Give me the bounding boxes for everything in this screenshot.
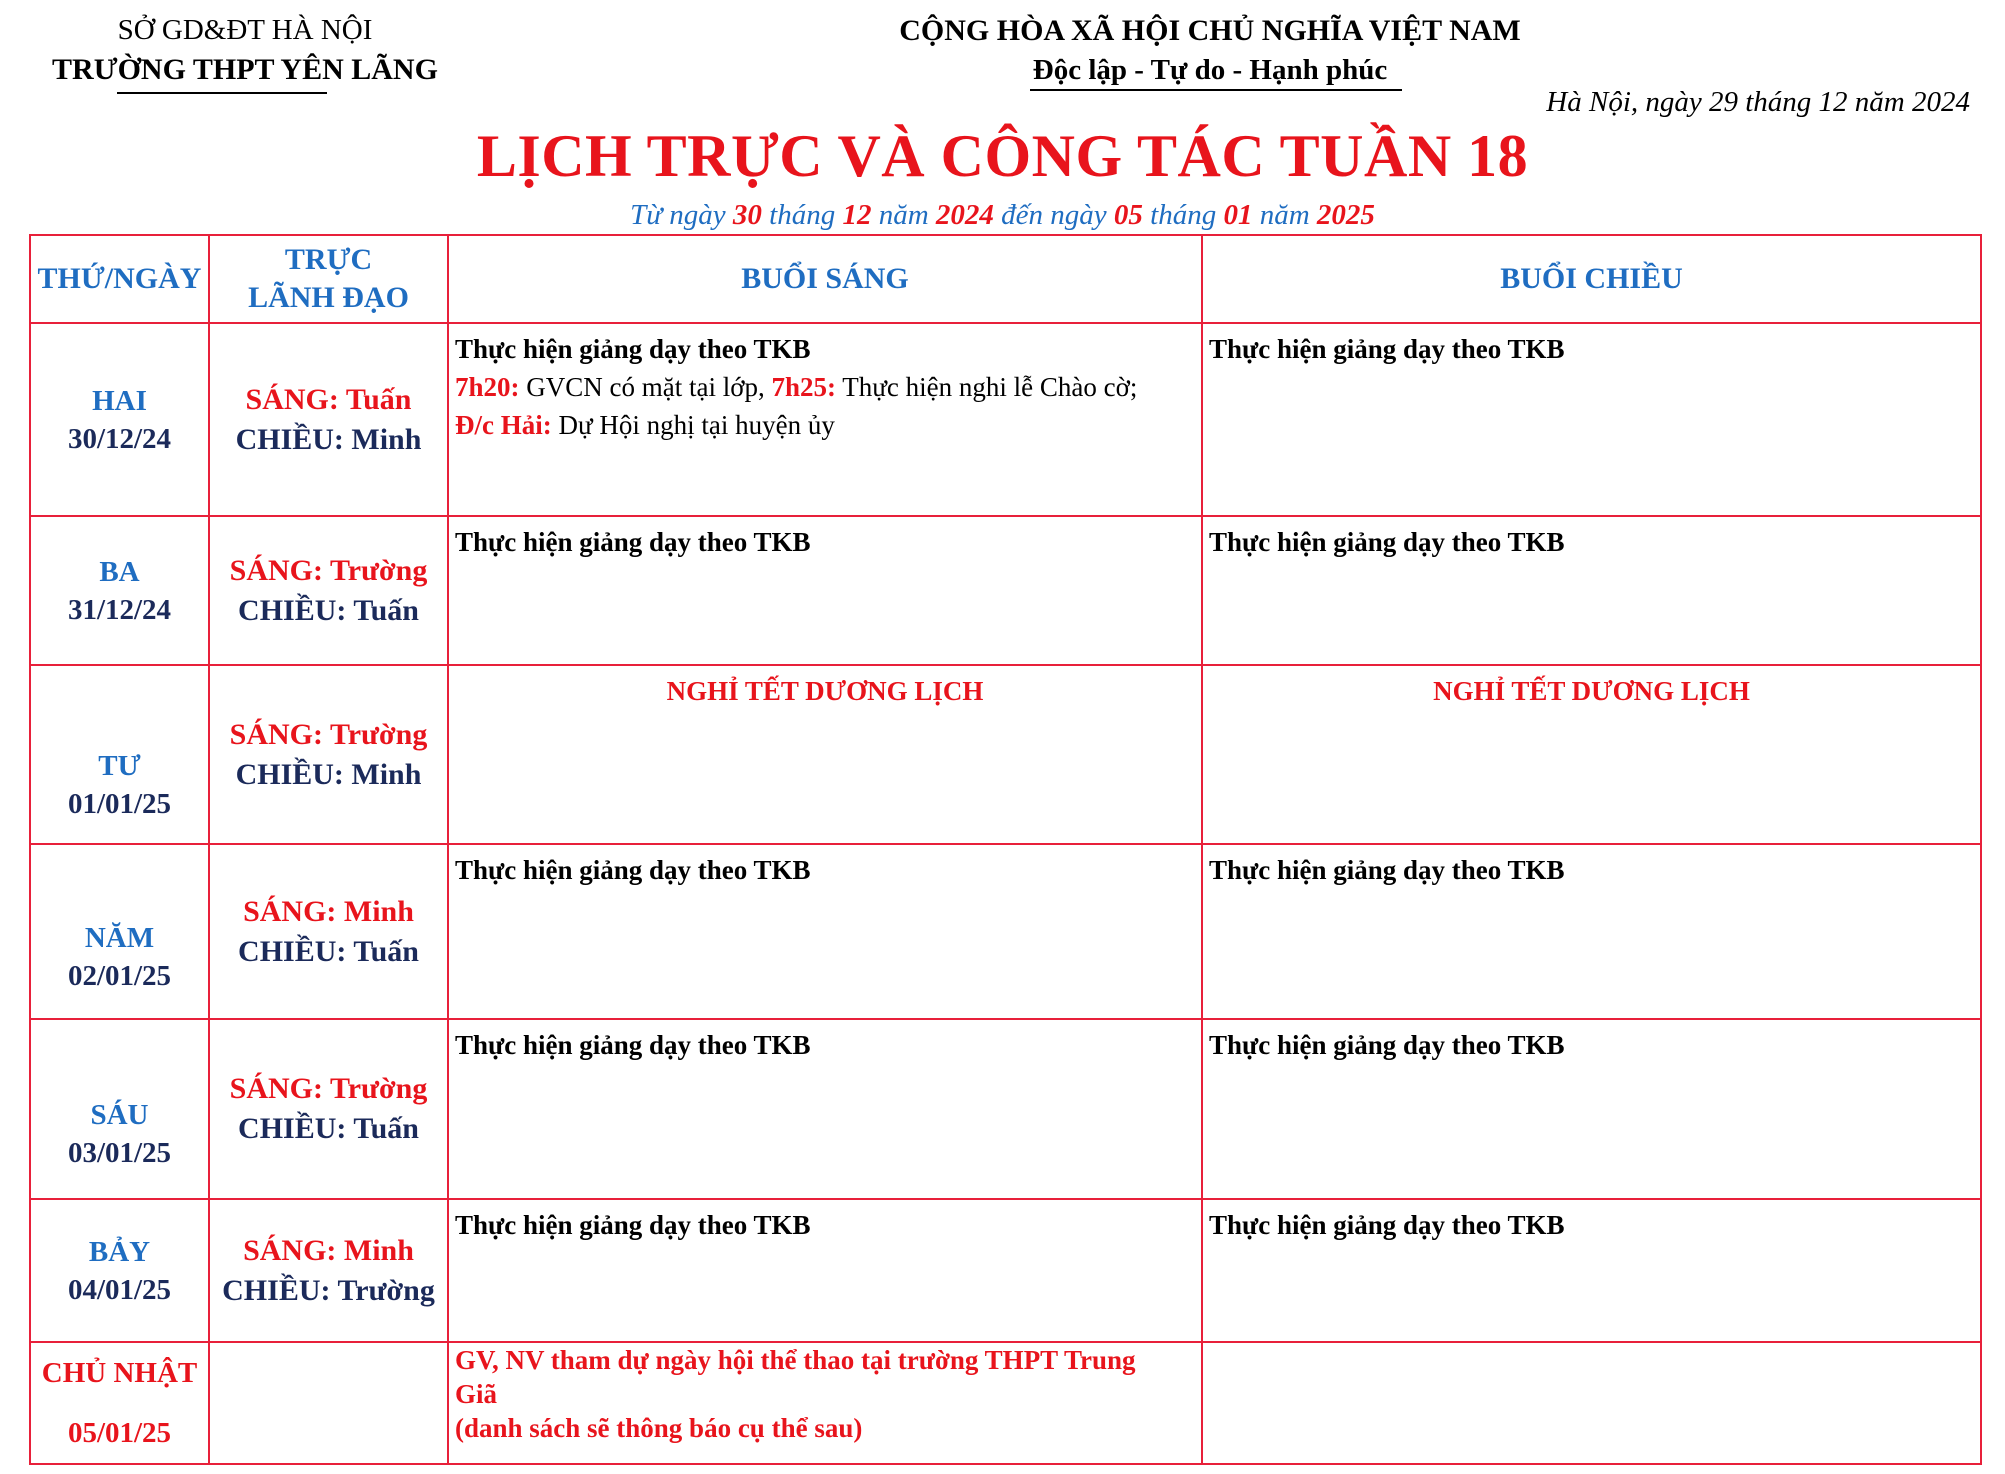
person-text: Dự Hội nghị tại huyện ủy	[551, 410, 835, 440]
morning-cell	[448, 1019, 1202, 1199]
leader-afternoon	[210, 932, 447, 972]
col-header-afternoon: BUỔI CHIỀU	[1202, 235, 1981, 323]
table-row	[30, 1342, 1981, 1464]
morning-cell	[448, 1199, 1202, 1342]
morning-main: Thực hiện giảng dạy theo TKB	[455, 527, 811, 557]
department-name: SỞ GD&ĐT HÀ NỘI	[117, 14, 373, 46]
morning-cell	[448, 1342, 1202, 1464]
day-cell	[30, 1199, 209, 1342]
day-name: HAI	[92, 384, 147, 417]
day-date: 02/01/25	[67, 959, 172, 992]
leader-am-name: Trường	[329, 553, 428, 587]
afternoon-cell	[1202, 844, 1981, 1019]
day-cell	[30, 665, 209, 844]
day-name: BẢY	[88, 1235, 151, 1268]
leader-pm-label: CHIỀU:	[238, 593, 347, 627]
morning-main: Thực hiện giảng dạy theo TKB	[455, 1210, 811, 1240]
to-label: đến ngày	[1001, 199, 1107, 231]
day-cell	[30, 1019, 209, 1199]
day-date: 01/01/25	[67, 787, 172, 820]
time-text: Thực hiện nghi lễ Chào cờ;	[836, 372, 1138, 402]
sunday-note-line2: Giã	[455, 1379, 498, 1409]
page-title: LỊCH TRỰC VÀ CÔNG TÁC TUẦN 18	[476, 123, 1529, 189]
day-date: 04/01/25	[67, 1273, 172, 1306]
leader-cell	[209, 1019, 448, 1199]
schedule-table	[29, 234, 1982, 1465]
morning-main: Thực hiện giảng dạy theo TKB	[455, 1030, 811, 1060]
year-label-1: năm	[878, 199, 929, 231]
col-header-morning: BUỔI SÁNG	[448, 235, 1202, 323]
leader-am-name: Tuấn	[345, 382, 412, 416]
leader-header-line2: LÃNH ĐẠO	[248, 281, 409, 314]
date-range	[0, 199, 2005, 232]
leader-afternoon	[210, 420, 447, 460]
leader-morning	[210, 1231, 447, 1271]
day-name: BA	[99, 555, 140, 588]
leader-afternoon	[210, 591, 447, 631]
leader-cell	[209, 323, 448, 516]
day-date: 05/01/25	[67, 1417, 172, 1449]
col-header-day: THỨ/NGÀY	[30, 235, 209, 323]
leader-cell	[209, 844, 448, 1019]
afternoon-main: Thực hiện giảng dạy theo TKB	[1209, 1030, 1565, 1060]
leader-afternoon	[210, 1109, 447, 1149]
day-cell	[30, 844, 209, 1019]
day-cell	[30, 323, 209, 516]
time-label: 7h20:	[455, 372, 520, 402]
from-day: 30	[732, 199, 762, 231]
leader-am-name: Trường	[329, 717, 428, 751]
sunday-note-clip	[455, 1343, 1195, 1443]
table-row	[30, 1019, 1981, 1199]
motto-underline	[1030, 89, 1402, 91]
afternoon-main: Thực hiện giảng dạy theo TKB	[1209, 1210, 1565, 1240]
morning-main: Thực hiện giảng dạy theo TKB	[455, 334, 811, 364]
republic-name: CỘNG HÒA XÃ HỘI CHỦ NGHĨA VIỆT NAM	[899, 14, 1521, 47]
leader-pm-name: Tuấn	[353, 593, 419, 627]
leader-am-name: Minh	[343, 1233, 414, 1267]
leader-cell	[209, 665, 448, 844]
afternoon-cell-empty	[1202, 1342, 1981, 1464]
leader-pm-label: CHIỀU:	[222, 1273, 331, 1307]
leader-am-label: SÁNG:	[229, 717, 323, 751]
morning-cell	[448, 516, 1202, 665]
holiday-label: NGHỈ TẾT DƯƠNG LỊCH	[666, 676, 984, 706]
time-text: GVCN có mặt tại lớp,	[519, 372, 772, 402]
leader-am-label: SÁNG:	[229, 553, 323, 587]
header-row	[30, 235, 1981, 323]
morning-cell	[448, 844, 1202, 1019]
month-label-1: tháng	[769, 199, 836, 231]
sunday-note-line3: (danh sách sẽ thông báo cụ thể sau)	[455, 1413, 863, 1443]
year-label-2: năm	[1259, 199, 1310, 231]
from-year: 2024	[935, 199, 994, 231]
day-cell	[30, 516, 209, 665]
table-row	[30, 323, 1981, 516]
leader-cell	[209, 1199, 448, 1342]
from-month: 12	[842, 199, 872, 231]
morning-cell	[448, 665, 1202, 844]
school-underline	[117, 92, 327, 94]
morning-main: Thực hiện giảng dạy theo TKB	[455, 855, 811, 885]
leader-cell	[209, 516, 448, 665]
leader-pm-name: Tuấn	[353, 934, 419, 968]
leader-pm-label: CHIỀU:	[238, 934, 347, 968]
to-year: 2025	[1316, 199, 1375, 231]
leader-header-line1: TRỰC	[284, 243, 373, 276]
leader-pm-label: CHIỀU:	[235, 757, 344, 791]
morning-cell	[448, 323, 1202, 516]
month-label-2: tháng	[1150, 199, 1217, 231]
leader-pm-name: Minh	[351, 422, 422, 456]
leader-morning	[210, 380, 447, 420]
place-date: Hà Nội, ngày 29 tháng 12 năm 2024	[1546, 86, 1970, 118]
day-cell	[30, 1342, 209, 1464]
day-name: NĂM	[84, 921, 155, 954]
leader-morning	[210, 551, 447, 591]
morning-detail-1	[455, 368, 1195, 406]
afternoon-main: Thực hiện giảng dạy theo TKB	[1209, 527, 1565, 557]
morning-detail-2	[455, 406, 1195, 444]
afternoon-cell	[1202, 516, 1981, 665]
to-day: 05	[1113, 199, 1143, 231]
leader-morning	[210, 892, 447, 932]
school-name: TRƯỜNG THPT YÊN LÃNG	[52, 53, 438, 86]
leader-afternoon	[210, 1271, 447, 1311]
time-label: 7h25:	[771, 372, 837, 402]
leader-pm-label: CHIỀU:	[235, 422, 344, 456]
day-name: TƯ	[98, 749, 141, 782]
table-row	[30, 516, 1981, 665]
day-name: CHỦ NHẬT	[41, 1357, 198, 1389]
col-header-leader	[209, 235, 448, 323]
leader-pm-name: Tuấn	[353, 1112, 419, 1145]
leader-am-label: SÁNG:	[229, 1072, 323, 1105]
table-row	[30, 1199, 1981, 1342]
afternoon-main: Thực hiện giảng dạy theo TKB	[1209, 334, 1565, 364]
to-month: 01	[1223, 199, 1253, 231]
day-name: SÁU	[90, 1099, 149, 1131]
leader-am-name: Trường	[329, 1072, 428, 1105]
leader-am-name: Minh	[343, 894, 414, 928]
afternoon-cell	[1202, 323, 1981, 516]
holiday-label: NGHỈ TẾT DƯƠNG LỊCH	[1433, 676, 1750, 706]
from-label: Từ ngày	[630, 199, 726, 231]
day-date: 30/12/24	[67, 422, 172, 455]
leader-pm-name: Trường	[337, 1273, 435, 1307]
table-row	[30, 665, 1981, 844]
leader-morning	[210, 715, 447, 755]
person-label: Đ/c Hải:	[455, 410, 552, 440]
national-motto: Độc lập - Tự do - Hạnh phúc	[1032, 54, 1388, 86]
afternoon-cell	[1202, 1199, 1981, 1342]
afternoon-cell	[1202, 1019, 1981, 1199]
leader-am-label: SÁNG:	[243, 894, 337, 928]
table-row	[30, 844, 1981, 1019]
leader-pm-label: CHIỀU:	[238, 1112, 347, 1145]
leader-cell-empty	[209, 1342, 448, 1464]
afternoon-main: Thực hiện giảng dạy theo TKB	[1209, 855, 1565, 885]
day-date: 31/12/24	[67, 593, 172, 626]
leader-afternoon	[210, 755, 447, 795]
leader-pm-name: Minh	[351, 757, 422, 791]
leader-am-label: SÁNG:	[243, 1233, 337, 1267]
leader-morning	[210, 1069, 447, 1109]
day-date: 03/01/25	[67, 1137, 172, 1169]
afternoon-cell	[1202, 665, 1981, 844]
sunday-note-line1: GV, NV tham dự ngày hội thể thao tại trường THPT Trung	[455, 1345, 1136, 1375]
leader-am-label: SÁNG:	[245, 382, 339, 416]
